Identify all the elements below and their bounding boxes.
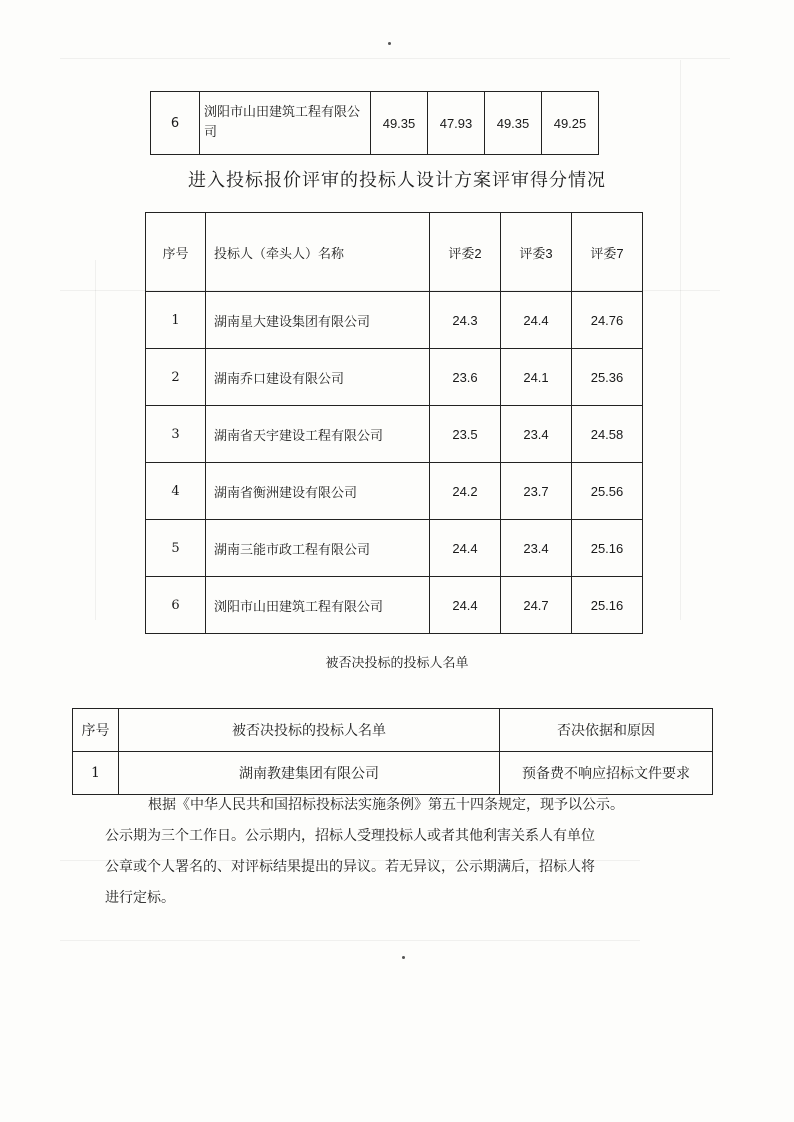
bidder-name: 湖南省衡洲建设有限公司 — [206, 463, 430, 520]
score-cell: 49.35 — [371, 92, 428, 155]
score-cell: 23.5 — [430, 406, 501, 463]
row-index: 4 — [146, 463, 206, 520]
design-score-title: 进入投标报价评审的投标人设计方案评审得分情况 — [188, 170, 606, 191]
header-index: 序号 — [146, 213, 206, 292]
table-row — [151, 92, 599, 155]
row-index: 6 — [146, 577, 206, 634]
score-cell: 24.7 — [501, 577, 572, 634]
bidder-name: 湖南三能市政工程有限公司 — [206, 520, 430, 577]
scan-speck — [402, 956, 405, 959]
header-judge7: 评委7 — [572, 213, 643, 292]
score-cell: 47.93 — [428, 92, 485, 155]
row-index: 6 — [151, 92, 200, 155]
header-index: 序号 — [73, 709, 119, 752]
score-cell: 23.7 — [501, 463, 572, 520]
table-header-row — [73, 709, 713, 752]
rejected-bidders-table — [72, 708, 713, 795]
score-cell: 25.16 — [572, 520, 643, 577]
notice-line-1: 根据《中华人民共和国招标投标法实施条例》第五十四条规定，现予以公示。 — [148, 797, 624, 813]
previous-score-table-fragment — [150, 91, 599, 155]
notice-line-3: 公章或个人署名的、对评标结果提出的异议。若无异议，公示期满后，招标人将 — [105, 859, 595, 875]
table-row — [146, 520, 643, 577]
table-row — [146, 577, 643, 634]
score-cell: 25.56 — [572, 463, 643, 520]
score-cell: 23.4 — [501, 406, 572, 463]
header-judge3: 评委3 — [501, 213, 572, 292]
score-cell: 24.2 — [430, 463, 501, 520]
score-cell: 23.6 — [430, 349, 501, 406]
table-row — [146, 349, 643, 406]
score-cell: 24.1 — [501, 349, 572, 406]
rejection-reason: 预备费不响应招标文件要求 — [500, 752, 713, 795]
row-index: 5 — [146, 520, 206, 577]
header-name: 投标人（牵头人）名称 — [206, 213, 430, 292]
scan-speck — [388, 42, 391, 45]
design-score-table — [145, 212, 643, 634]
score-cell: 24.58 — [572, 406, 643, 463]
row-index: 1 — [146, 292, 206, 349]
score-cell: 25.36 — [572, 349, 643, 406]
score-cell: 24.4 — [501, 292, 572, 349]
row-index: 2 — [146, 349, 206, 406]
score-cell: 25.16 — [572, 577, 643, 634]
table-row — [73, 752, 713, 795]
notice-line-2: 公示期为三个工作日。公示期内，招标人受理投标人或者其他利害关系人有单位 — [105, 828, 595, 844]
bidder-name: 湖南教建集团有限公司 — [119, 752, 500, 795]
header-judge2: 评委2 — [430, 213, 501, 292]
table-row — [146, 463, 643, 520]
bidder-name: 湖南省天宇建设工程有限公司 — [206, 406, 430, 463]
score-cell: 24.3 — [430, 292, 501, 349]
header-reason: 否决依据和原因 — [500, 709, 713, 752]
table-header-row — [146, 213, 643, 292]
score-cell: 24.4 — [430, 577, 501, 634]
row-index: 1 — [73, 752, 119, 795]
table-row — [146, 406, 643, 463]
rejected-list-title: 被否决投标的投标人名单 — [325, 656, 469, 671]
notice-line-4: 进行定标。 — [105, 890, 175, 906]
score-cell: 23.4 — [501, 520, 572, 577]
score-cell: 24.76 — [572, 292, 643, 349]
bidder-name: 浏阳市山田建筑工程有限公司 — [206, 577, 430, 634]
score-cell: 49.35 — [485, 92, 542, 155]
table-row — [146, 292, 643, 349]
score-cell: 49.25 — [542, 92, 599, 155]
bidder-name: 湖南星大建设集团有限公司 — [206, 292, 430, 349]
header-name: 被否决投标的投标人名单 — [119, 709, 500, 752]
bidder-name: 湖南乔口建设有限公司 — [206, 349, 430, 406]
row-index: 3 — [146, 406, 206, 463]
score-cell: 24.4 — [430, 520, 501, 577]
bidder-name: 浏阳市山田建筑工程有限公司 — [200, 92, 371, 155]
